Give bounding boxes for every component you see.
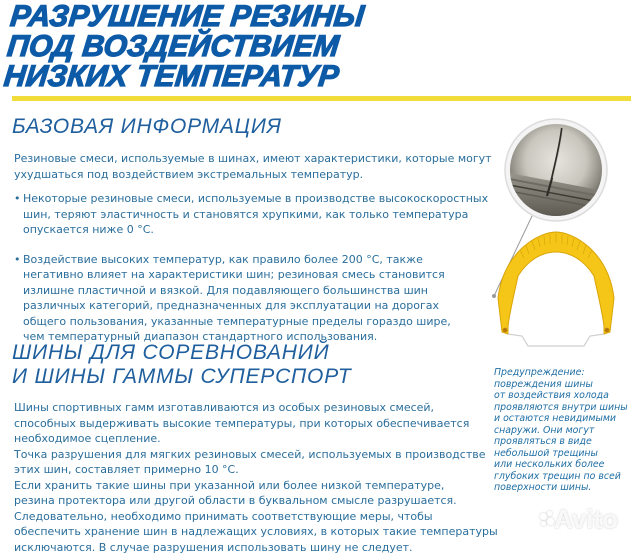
avito-watermark [540,504,618,535]
tire-cross-section-icon [480,100,631,370]
bullet-item: • Воздействие высоких температур, как правило более 200 °С, также негативно влияет на характеристики шин; резиновая смесь становится излишне пластичной и вязкой. Для подавляющего большинства шин различных категорий, предназначенных для эксплуатации на дорогах общего пользования, указанные температурные пределы гораздо шире, чем температурный диапазон стандартного использования. [14,252,451,343]
title-line: ПОД ВОЗДЕЙСТВИЕМ [5,30,341,63]
bullet-icon: • [14,192,21,205]
title-line: НИЗКИХ ТЕМПЕРАТУР [2,60,341,93]
bullet-icon: • [14,252,21,266]
section-heading-basic: БАЗОВАЯ ИНФОРМАЦИЯ [12,115,282,138]
bullet-list [14,191,488,345]
section-heading-sport: ШИНЫ ДЛЯ СОРЕВНОВАНИЙ И ШИНЫ ГАММЫ СУПЕРСПОРТ [12,341,352,388]
intro-paragraph: Резиновые смеси, используемые в шинах, имеют характеристики, которые могут ухудшаться под воздействием экстремальных температур. [14,152,492,181]
page-title [3,2,366,92]
bullet-item: • Некоторые резиновые смеси, используемые в производстве высокоскоростных шин, теряют эластичность и становятся хрупкими, как только температура опускается ниже 0 °С. [14,192,489,236]
avito-logo-icon [540,511,554,529]
title-line: РАЗРУШЕНИЕ РЕЗИНЫ [8,0,366,33]
warning-note: Предупреждение: повреждения шины от воздействия холода проявляются внутри шины и остаются невидимыми снаружи. Они могут проявляться в виде небольшой трещины или нескольких более глубоких трещин по всей поверхности шины. [494,367,628,493]
sport-paragraph: Шины спортивных гамм изготавливаются из особых резиновых смесей, способных выдерживать высокие температуры, при которых обеспечивается необходимое сцепление. Точка разрушения для мягких резиновых смесей, используемых в производстве этих шин, составляет примерно 10 °С. Если хранить такие шины при указанной или более низкой температуре, резина протектора или другой области в буквальном смысле разрушается. Следовательно, необходимо принимать соответствующие меры, чтобы обеспечить хранение шин в надлежащих условиях, в которых такие температуры исключаются. В случае разрушения использовать шину не следует. [14,401,498,554]
tire-crack-illustration [480,100,631,370]
avito-watermark-text: Avito [554,504,619,534]
